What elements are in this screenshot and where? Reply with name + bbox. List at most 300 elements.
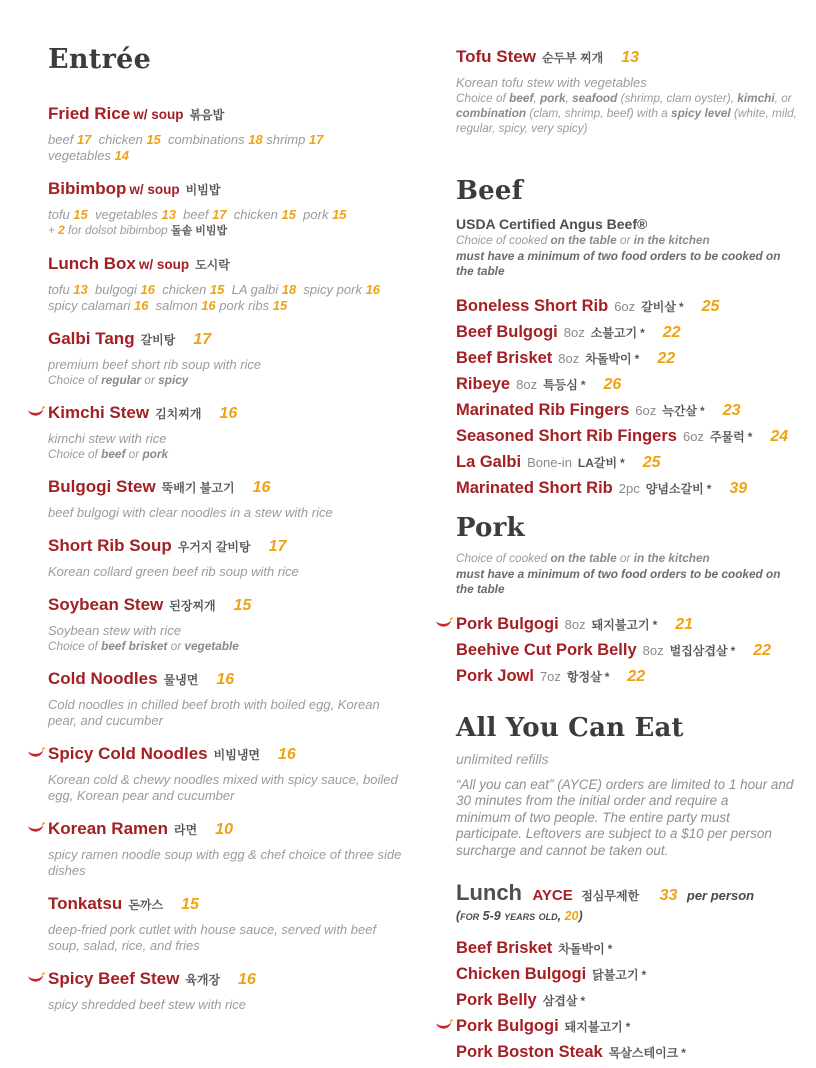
chili-pepper-icon <box>435 616 453 630</box>
lunch-price-suffix: per person <box>686 888 755 904</box>
item-name: Pork Boston Steak <box>456 1043 603 1062</box>
desc-text: beef <box>509 91 534 105</box>
item-korean-name: 김치찌개 <box>155 407 202 421</box>
desc-text: premium beef short rib soup with rice <box>48 357 262 372</box>
desc-text: + <box>48 223 59 237</box>
menu-item-title <box>456 400 801 422</box>
item-korean-name: 소불고기 <box>590 325 638 340</box>
desc-line <box>48 922 413 938</box>
kids-note-text: (for 5-9 years old, <box>456 909 565 924</box>
item-description <box>48 431 413 462</box>
desc-text: seafood <box>572 91 618 105</box>
item-portion: 8oz <box>564 616 586 632</box>
item-name: Short Rib Soup <box>48 536 172 555</box>
menu-item-title <box>456 666 801 688</box>
item-name: Pork Belly <box>456 991 537 1010</box>
menu-item <box>456 452 801 474</box>
item-name: Ribeye <box>456 374 511 393</box>
desc-text: vegetables <box>87 207 162 222</box>
item-name: Tofu Stew <box>456 47 536 66</box>
desc-text: Choice of <box>48 373 102 387</box>
menu-item-title <box>48 178 413 201</box>
menu-item-title <box>456 614 801 636</box>
pork-item-list <box>456 614 801 688</box>
menu-item-title <box>456 296 801 318</box>
desc-text: Choice of <box>456 91 510 105</box>
menu-item-title <box>48 328 413 351</box>
menu-item <box>456 296 801 318</box>
desc-text: combinations <box>160 132 249 147</box>
item-korean-name: 삼겹살 <box>542 994 578 1009</box>
desc-text: beef <box>175 207 213 222</box>
raw-item-asterisk: * <box>652 617 658 632</box>
desc-line <box>48 772 413 788</box>
desc-text: (clam, shrimp, beef) with a <box>526 106 672 120</box>
ayce-tag: AYCE <box>532 887 573 905</box>
desc-text: LA galbi <box>224 282 282 297</box>
item-name: Galbi Tang <box>48 329 135 348</box>
menu-item <box>456 426 801 448</box>
item-description <box>48 922 413 954</box>
menu-item <box>48 818 413 879</box>
raw-item-asterisk: * <box>580 994 586 1009</box>
desc-line <box>48 447 413 462</box>
item-portion: 6oz <box>614 298 636 314</box>
menu-item-title <box>456 478 801 500</box>
item-korean-name: 돼지불고기 <box>564 1020 623 1035</box>
desc-text: or <box>167 639 185 653</box>
item-price: 15 <box>233 597 252 614</box>
item-korean-name: 양념소갈비 <box>645 481 704 496</box>
item-name: Beef Bulgogi <box>456 322 558 341</box>
item-description <box>48 997 413 1013</box>
chili-pepper-icon <box>27 405 45 419</box>
pork-section-notes <box>456 551 801 598</box>
menu-item-title <box>456 348 801 370</box>
item-korean-name: 특등심 <box>543 377 578 392</box>
menu-item-title <box>456 452 801 474</box>
menu-item <box>48 103 413 164</box>
item-name: Kimchi Stew <box>48 403 150 422</box>
desc-text: (shrimp, clam oyster), <box>617 91 738 105</box>
desc-text: spicy level <box>671 106 731 120</box>
item-name: Seasoned Short Rib Fingers <box>456 426 677 445</box>
item-name: Tonkatsu <box>48 894 123 913</box>
desc-line <box>48 639 413 654</box>
item-price: 22 <box>627 667 646 685</box>
desc-line <box>456 233 801 249</box>
item-price: 16 <box>238 971 256 988</box>
menu-item-title <box>48 668 413 691</box>
item-portion: 8oz <box>558 350 580 366</box>
raw-item-asterisk: * <box>730 643 736 658</box>
menu-item <box>456 640 801 662</box>
desc-text: pork <box>142 447 169 461</box>
desc-text: on the table <box>550 233 617 247</box>
menu-item <box>48 668 413 729</box>
item-description <box>48 697 413 729</box>
lunch-label: Lunch <box>456 880 522 906</box>
item-price: 16 <box>216 671 235 688</box>
item-name: Bulgogi Stew <box>48 477 156 496</box>
item-korean-name: 우거지 갈비탕 <box>177 540 251 554</box>
desc-text: pork ribs <box>215 298 273 313</box>
item-name: Pork Jowl <box>456 666 534 685</box>
menu-item-title <box>456 990 801 1012</box>
desc-line <box>48 788 413 804</box>
item-name: Fried Rice <box>48 104 131 123</box>
desc-line <box>48 623 413 639</box>
desc-line <box>48 713 413 729</box>
desc-text: combination <box>456 106 527 120</box>
item-portion: Bone-in <box>527 454 572 470</box>
price-value: 18 <box>248 132 263 147</box>
desc-line <box>48 938 413 954</box>
item-name: Pork Bulgogi <box>456 1017 559 1036</box>
menu-item <box>456 614 801 636</box>
price-value: 16 <box>140 282 155 297</box>
desc-text: tofu <box>48 207 74 222</box>
price-value: 14 <box>114 148 129 163</box>
item-description <box>48 132 413 164</box>
ayce-rule-line: surcharge and cannot be taken out. <box>456 842 669 858</box>
item-korean-name: LA갈비 <box>577 455 618 470</box>
price-value: 15 <box>209 282 225 297</box>
desc-text: or <box>616 551 634 565</box>
item-price: 26 <box>603 375 622 393</box>
item-description <box>456 75 801 136</box>
item-price: 22 <box>662 323 681 341</box>
desc-text: regular <box>101 373 142 387</box>
desc-text: egg, Korean pear and cucumber <box>48 788 235 803</box>
ayce-rules-paragraph <box>456 777 801 859</box>
menu-item <box>456 938 801 960</box>
korean-text: 돌솥 비빔밥 <box>170 225 228 237</box>
desc-text: or <box>141 373 159 387</box>
raw-item-asterisk: * <box>747 429 753 444</box>
ayce-rule-line: “All you can eat” (AYCE) orders are limited to 1 hour and <box>456 777 794 792</box>
desc-text: spicy <box>158 373 189 387</box>
price-value: 13 <box>73 282 88 297</box>
chili-pepper-icon <box>27 821 45 835</box>
item-price: 23 <box>722 401 741 419</box>
item-korean-name: 뚝배기 불고기 <box>161 481 235 495</box>
item-description <box>48 357 413 388</box>
price-value: 16 <box>201 298 216 313</box>
item-price: 10 <box>215 821 233 838</box>
item-korean-name: 라면 <box>173 823 198 837</box>
raw-item-asterisk: * <box>580 377 586 392</box>
price-value: 15 <box>281 207 296 222</box>
desc-text: on the table <box>550 551 617 565</box>
section-heading-ayce: All You Can Eat <box>456 713 684 743</box>
price-value: 15 <box>332 207 347 222</box>
desc-text: pear, and cucumber <box>48 713 163 728</box>
menu-item-title <box>48 743 413 766</box>
lunch-kids-note <box>456 909 801 923</box>
lunch-price: 33 <box>659 887 678 905</box>
desc-line <box>456 75 801 91</box>
item-qualifier: w/ soup <box>133 107 184 122</box>
desc-text: vegetables <box>48 148 115 163</box>
desc-text: Choice of cooked <box>456 551 551 565</box>
item-portion: 2pc <box>618 480 640 496</box>
beef-section-notes <box>456 233 801 280</box>
item-korean-name: 돈까스 <box>128 898 164 912</box>
desc-line <box>48 207 413 223</box>
item-name: Spicy Cold Noodles <box>48 744 208 763</box>
menu-item-title <box>456 964 801 986</box>
desc-line <box>48 431 413 447</box>
desc-line <box>456 121 801 136</box>
entree-item-list <box>48 103 413 1013</box>
item-price: 17 <box>193 331 212 348</box>
desc-text: must have a minimum of two food orders to be cooked on the table <box>456 248 784 278</box>
item-name: Bibimbop <box>48 179 127 198</box>
menu-item-title <box>456 1016 801 1038</box>
menu-item <box>456 990 801 1012</box>
section-heading-entree: Entrée <box>48 44 152 75</box>
menu-item <box>456 322 801 344</box>
item-qualifier: w/ soup <box>138 257 190 272</box>
menu-item <box>456 374 801 396</box>
desc-text: beef bulgogi with clear noodles in a stew with rice <box>48 505 333 520</box>
item-portion: 6oz <box>682 428 704 444</box>
desc-line <box>48 282 413 298</box>
desc-text: pork <box>539 91 566 105</box>
menu-item-title <box>48 476 413 499</box>
desc-text: Choice of <box>48 639 102 653</box>
item-portion: 6oz <box>635 402 657 418</box>
item-description <box>48 282 413 314</box>
menu-item-title <box>48 594 413 617</box>
raw-item-asterisk: * <box>681 1046 686 1061</box>
item-price: 21 <box>675 615 694 633</box>
item-price: 39 <box>729 479 748 497</box>
desc-line <box>48 373 413 388</box>
item-name: Marinated Short Rib <box>456 478 613 497</box>
desc-text: salmon <box>148 298 202 313</box>
desc-line <box>48 148 413 164</box>
item-name: La Galbi <box>456 452 522 471</box>
menu-item-title <box>456 322 801 344</box>
menu-item <box>48 178 413 239</box>
desc-text: Choice of cooked <box>456 233 551 247</box>
desc-line <box>48 357 413 373</box>
item-korean-name: 벌집삼겹살 <box>669 643 728 658</box>
item-qualifier: w/ soup <box>129 182 180 197</box>
section-heading-pork: Pork <box>456 513 525 543</box>
menu-item <box>48 968 413 1013</box>
price-value: 17 <box>212 207 227 222</box>
desc-text: (white, mild, <box>730 106 797 120</box>
item-name: Boneless Short Rib <box>456 296 609 315</box>
menu-item-title <box>48 893 413 916</box>
item-description <box>48 772 413 804</box>
desc-text: chicken <box>155 282 210 297</box>
item-price: 15 <box>181 896 199 913</box>
menu-item <box>48 402 413 462</box>
item-name: Spicy Beef Stew <box>48 969 180 988</box>
item-name: Soybean Stew <box>48 595 164 614</box>
desc-text: spicy pork <box>296 282 366 297</box>
item-price: 16 <box>219 405 238 422</box>
item-korean-name: 육개장 <box>185 973 221 987</box>
section-heading-beef: Beef <box>456 176 524 206</box>
menu-item <box>48 743 413 804</box>
desc-line <box>456 91 801 106</box>
item-korean-name: 도시락 <box>195 258 230 272</box>
kids-note-close: ) <box>578 909 583 924</box>
desc-text: spicy ramen noodle soup with egg & chef choice of three side <box>48 847 402 862</box>
desc-line <box>48 997 413 1013</box>
price-value: 13 <box>161 207 176 222</box>
item-portion: 8oz <box>563 324 585 340</box>
menu-item <box>456 46 801 136</box>
menu-item-title <box>48 253 413 276</box>
desc-text: Soybean stew with rice <box>48 623 181 638</box>
item-korean-name: 물냉면 <box>163 673 199 687</box>
item-korean-name: 순두부 찌개 <box>541 51 604 65</box>
desc-line <box>456 551 801 567</box>
desc-text: beef brisket <box>101 639 168 653</box>
menu-item-title <box>456 938 801 960</box>
desc-line <box>456 567 801 598</box>
menu-item <box>48 328 413 388</box>
menu-item <box>48 594 413 654</box>
desc-line <box>456 249 801 280</box>
desc-text: Cold noodles in chilled beef broth with boiled egg, Korean <box>48 697 380 712</box>
desc-text: tofu <box>48 282 74 297</box>
desc-text: must have a minimum of two food orders to be cooked on the table <box>456 566 784 596</box>
tofu-stew-group <box>456 46 801 136</box>
desc-text: , or <box>774 91 792 105</box>
desc-line <box>48 223 413 239</box>
item-name: Beef Brisket <box>456 348 553 367</box>
menu-item-title <box>48 535 413 558</box>
menu-item <box>48 535 413 580</box>
desc-text: for dolsot bibimbop <box>64 223 171 237</box>
raw-item-asterisk: * <box>620 455 625 470</box>
raw-item-asterisk: * <box>607 942 613 957</box>
item-price: 16 <box>278 746 296 763</box>
lunch-korean-label: 점심무제한 <box>581 889 640 904</box>
price-value: 17 <box>308 132 324 147</box>
item-description <box>48 505 413 521</box>
desc-text: Choice of <box>48 447 102 461</box>
desc-text: bulgogi <box>87 282 141 297</box>
item-price: 13 <box>621 49 640 66</box>
menu-item-title <box>456 374 801 396</box>
lunch-ayce-item-list <box>456 938 801 1064</box>
item-korean-name: 갈비살 <box>641 299 676 314</box>
menu-item <box>456 478 801 500</box>
desc-text: spicy calamari <box>48 298 134 313</box>
desc-text: beef <box>101 447 126 461</box>
item-korean-name: 비빔밥 <box>185 183 221 197</box>
menu-item <box>456 348 801 370</box>
item-korean-name: 주물럭 <box>709 429 745 444</box>
desc-text: pork <box>295 207 333 222</box>
beef-item-list <box>456 296 801 500</box>
raw-item-asterisk: * <box>625 1020 631 1035</box>
desc-line <box>48 564 413 580</box>
desc-line <box>48 847 413 863</box>
item-korean-name: 목살스테이크 <box>608 1046 679 1061</box>
menu-item <box>456 666 801 688</box>
item-korean-name: 닭불고기 <box>592 968 639 983</box>
raw-item-asterisk: * <box>604 669 610 684</box>
menu-item-title <box>456 46 801 69</box>
menu-item <box>456 1042 801 1064</box>
menu-item-title <box>456 640 801 662</box>
item-portion: 8oz <box>516 376 538 392</box>
price-value: 2 <box>58 223 65 237</box>
menu-item-title <box>48 818 413 841</box>
menu-item <box>48 253 413 314</box>
desc-text: kimchi stew with rice <box>48 431 167 446</box>
chili-pepper-icon <box>27 971 45 985</box>
item-name: Beehive Cut Pork Belly <box>456 640 637 659</box>
item-price: 16 <box>252 479 271 496</box>
price-value: 16 <box>365 282 381 297</box>
desc-text: Korean collard green beef rib soup with rice <box>48 564 299 579</box>
item-name: Pork Bulgogi <box>456 614 559 633</box>
desc-text: chicken <box>226 207 282 222</box>
raw-item-asterisk: * <box>641 968 647 983</box>
item-description <box>48 623 413 654</box>
desc-text: or <box>125 447 143 461</box>
menu-item <box>48 893 413 954</box>
item-korean-name: 볶음밥 <box>189 108 225 122</box>
desc-text: soup, salad, rice, and fries <box>48 938 200 953</box>
kids-price: 20 <box>564 909 579 924</box>
desc-line <box>48 505 413 521</box>
desc-line <box>48 298 413 314</box>
menu-item <box>456 400 801 422</box>
item-name: Marinated Rib Fingers <box>456 400 630 419</box>
item-portion: 7oz <box>539 668 561 684</box>
price-value: 15 <box>73 207 88 222</box>
item-korean-name: 비빔냉면 <box>213 748 261 762</box>
item-name: Lunch Box <box>48 254 136 273</box>
right-column <box>456 46 801 1068</box>
desc-text: deep-fried pork cutlet with house sauce, served with beef <box>48 922 377 937</box>
item-name: Korean Ramen <box>48 819 168 838</box>
desc-text: regular, spicy, very spicy) <box>456 121 588 135</box>
item-name: Chicken Bulgogi <box>456 965 587 984</box>
item-korean-name: 항정살 <box>566 669 602 684</box>
ayce-subtitle: unlimited refills <box>456 751 549 767</box>
menu-item-title <box>456 1042 801 1064</box>
item-name: Beef Brisket <box>456 939 553 958</box>
raw-item-asterisk: * <box>700 403 705 418</box>
item-price: 22 <box>657 349 676 367</box>
price-value: 15 <box>272 298 288 313</box>
lunch-ayce-header <box>456 880 801 906</box>
desc-text: kimchi <box>737 91 775 105</box>
chili-pepper-icon <box>435 1018 453 1032</box>
desc-text: in the kitchen <box>633 551 710 565</box>
ayce-rule-line: 30 minutes from the initial order and require a <box>456 793 729 809</box>
desc-text: or <box>616 233 634 247</box>
desc-text: vegetable <box>184 639 239 653</box>
usda-note: USDA Certified Angus Beef® <box>456 216 648 232</box>
raw-item-asterisk: * <box>634 351 640 366</box>
ayce-rule-line: participate. Leftovers are subject to a $10 per person <box>456 826 772 842</box>
price-value: 15 <box>146 132 161 147</box>
item-description <box>48 564 413 580</box>
